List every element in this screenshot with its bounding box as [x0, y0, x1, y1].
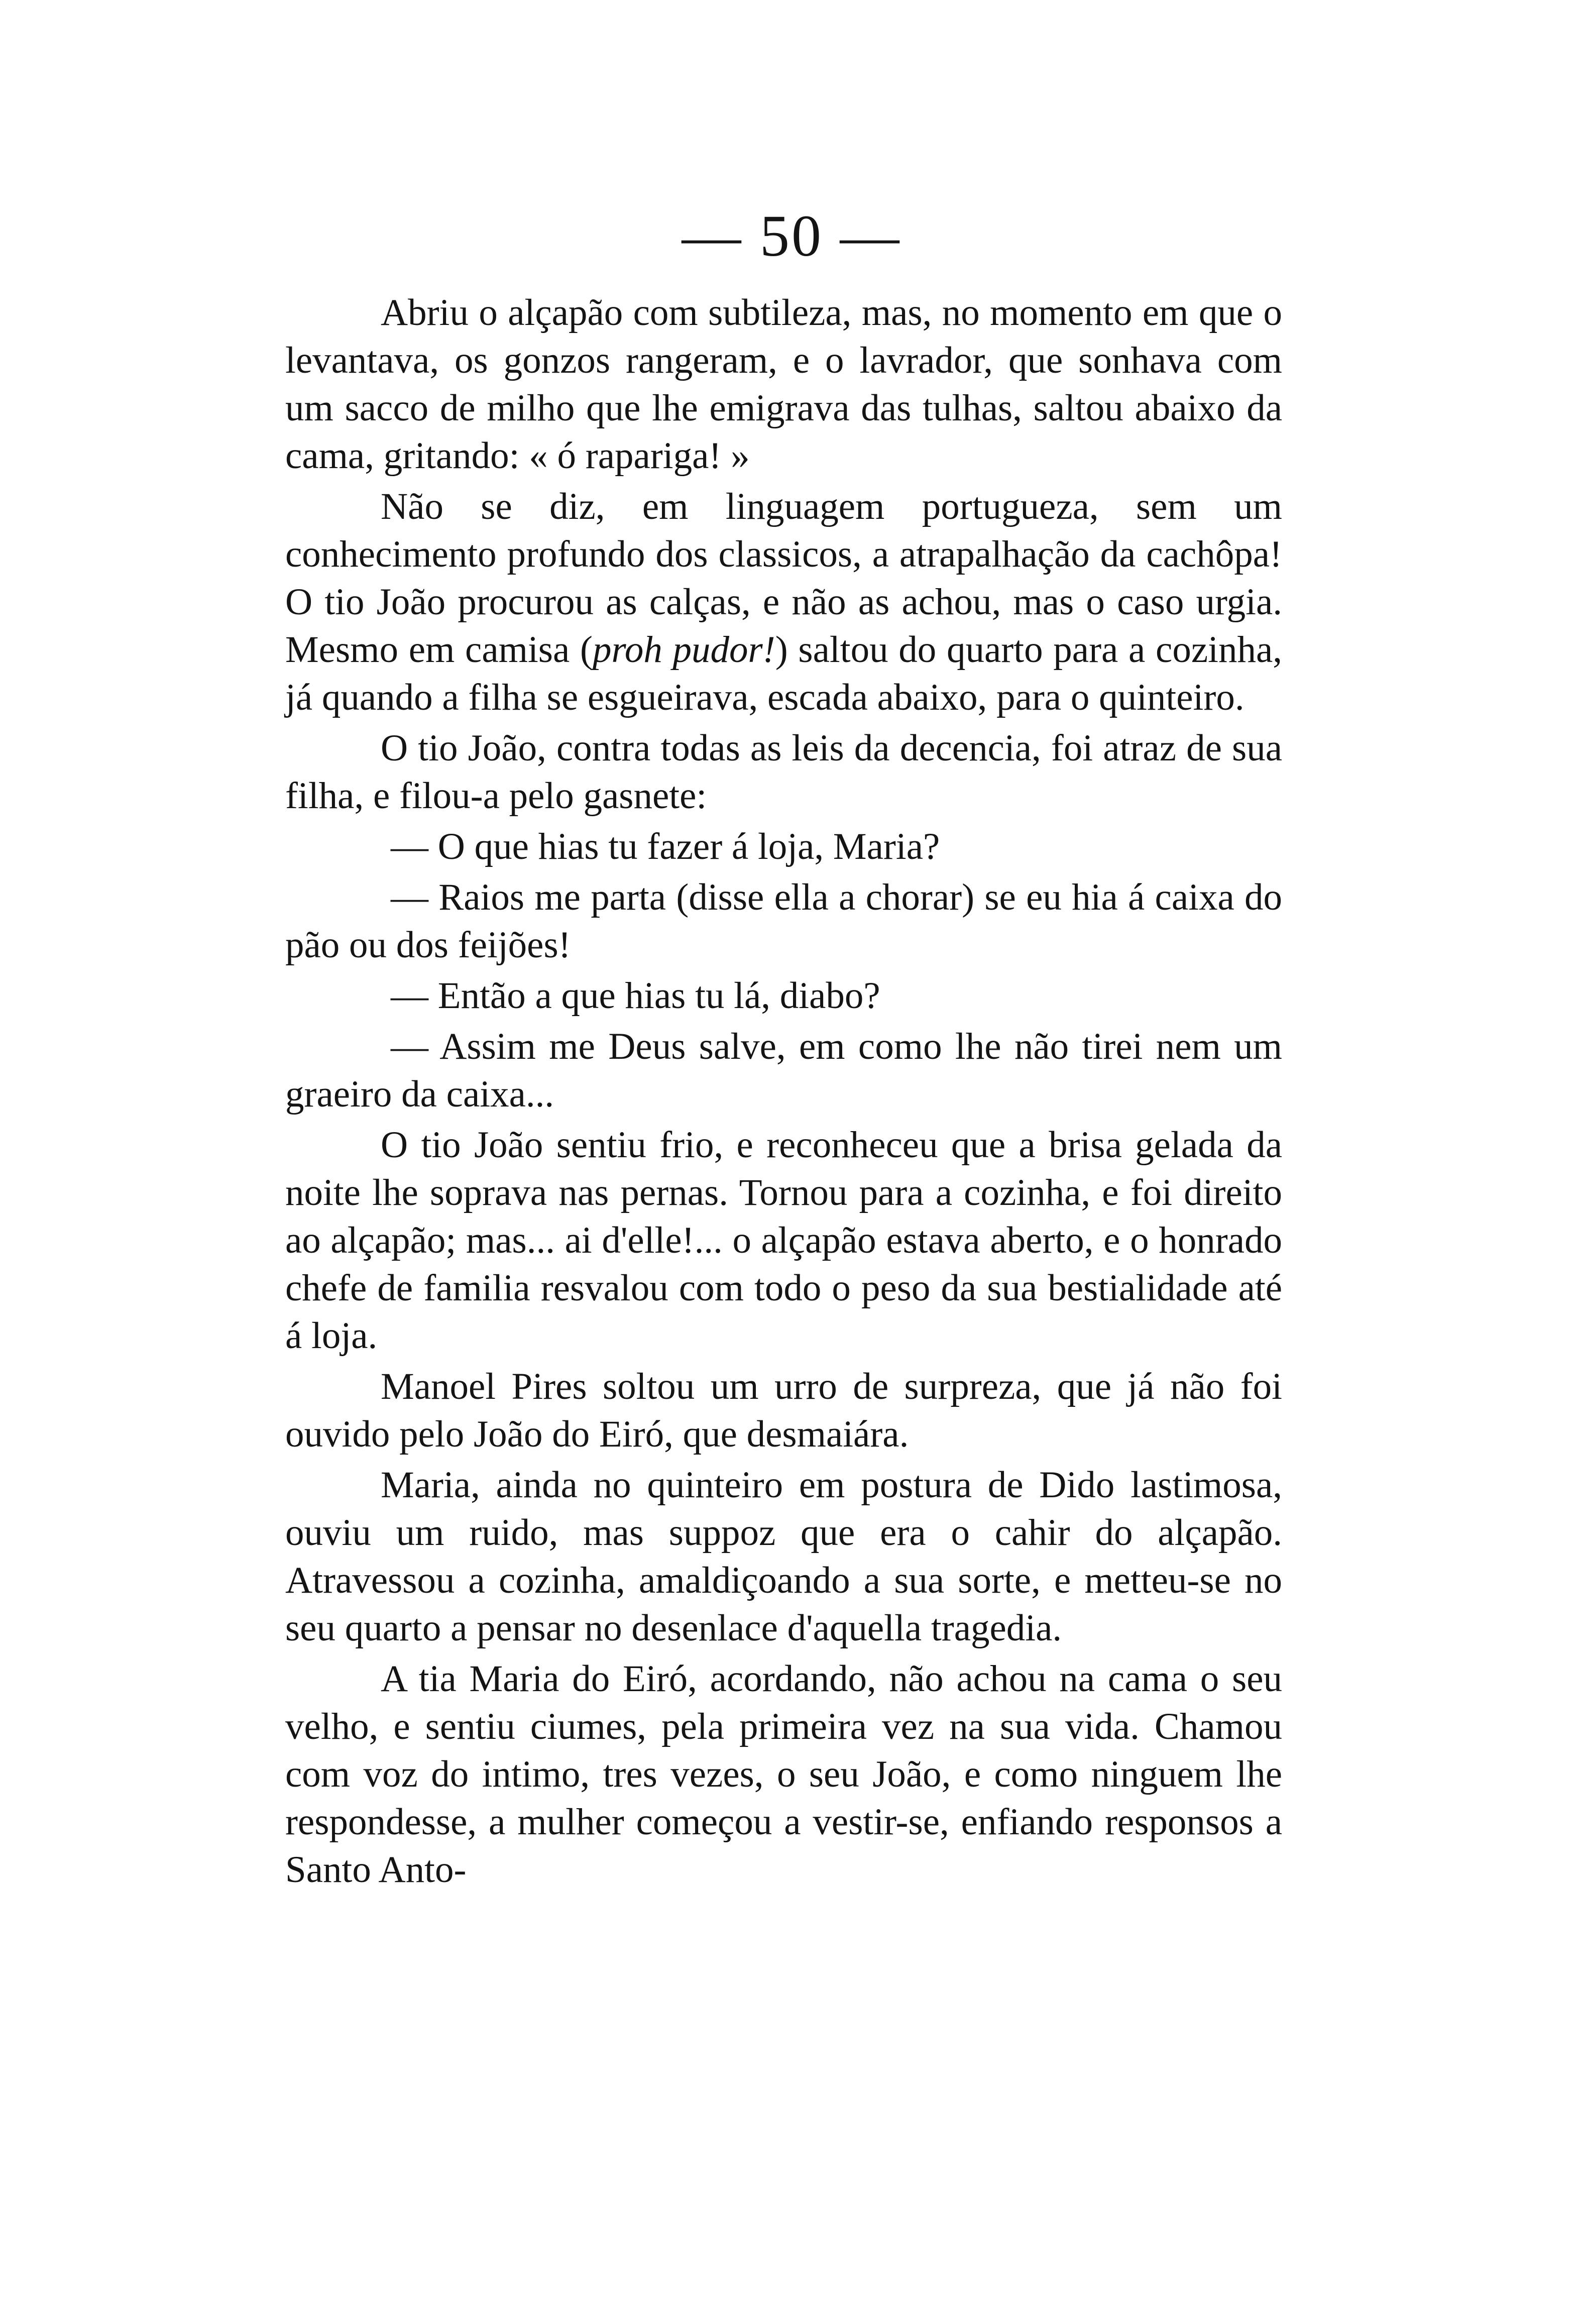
paragraph: Manoel Pires soltou um urro de surpreza, que já não foi ouvido pelo João do Eiró, que desmaiára. [285, 1366, 1282, 1455]
paragraph: O tio João, contra todas as leis da decencia, foi atraz de sua filha, e filou-a pelo gasnete: [285, 727, 1282, 817]
body-text [285, 289, 1282, 1897]
dialogue-line: — Raios me parta (disse ella a chorar) se eu hia á caixa do pão ou dos feijões! [285, 876, 1282, 966]
italic-phrase: proh pudor! [592, 629, 775, 671]
paragraph: Abriu o alçapão com subtileza, mas, no momento em que o levantava, os gonzos rangeram, e o lavrador, que sonhava com um sacco de milho que lhe emigrava das tulhas, saltou abaixo da cama, gritando: « ó rapariga! » [285, 292, 1282, 477]
dialogue-line: — Assim me Deus salve, em como lhe não tirei nem um graeiro da caixa... [285, 1026, 1282, 1115]
paragraph: O tio João sentiu frio, e reconheceu que a brisa gelada da noite lhe soprava nas pernas. Tornou para a cozinha, e foi direito ao alçapão; mas... ai d'elle!... o alçapão estava aberto, e o honrado chefe de familia resvalou com todo o peso da sua bestialidade até á loja. [285, 1124, 1282, 1357]
dialogue-line: — O que hias tu fazer á loja, Maria? [391, 826, 940, 867]
page-number: — 50 — [682, 203, 901, 269]
paragraph [285, 483, 1282, 721]
paragraph: A tia Maria do Eiró, acordando, não achou na cama o seu velho, e sentiu ciumes, pela primeira vez na sua vida. Chamou com voz do intimo, tres vezes, o seu João, e como ninguem lhe respondesse, a mulher começou a vestir-se, enfiando responsos a Santo Anto- [285, 1658, 1282, 1891]
dialogue-line: — Então a que hias tu lá, diabo? [391, 975, 880, 1017]
paragraph-text: ) saltou do quarto para a cozinha, já quando a filha se esgueirava, escada abaixo, para o quinteiro. [285, 629, 1282, 718]
paragraph-text: Não se diz, em linguagem portugueza, sem um conhecimento profundo dos classicos, a atrapalhação da cachôpa! O tio João procurou as calças, e não as achou, mas o caso urgia. Mesmo em camisa ( [285, 486, 1282, 671]
paragraph: Maria, ainda no quinteiro em postura de Dido lastimosa, ouviu um ruido, mas suppoz que era o cahir do alçapão. Atravessou a cozinha, amaldiçoando a sua sorte, e metteu-se no seu quarto a pensar no desenlace d'aquella tragedia. [285, 1464, 1282, 1649]
